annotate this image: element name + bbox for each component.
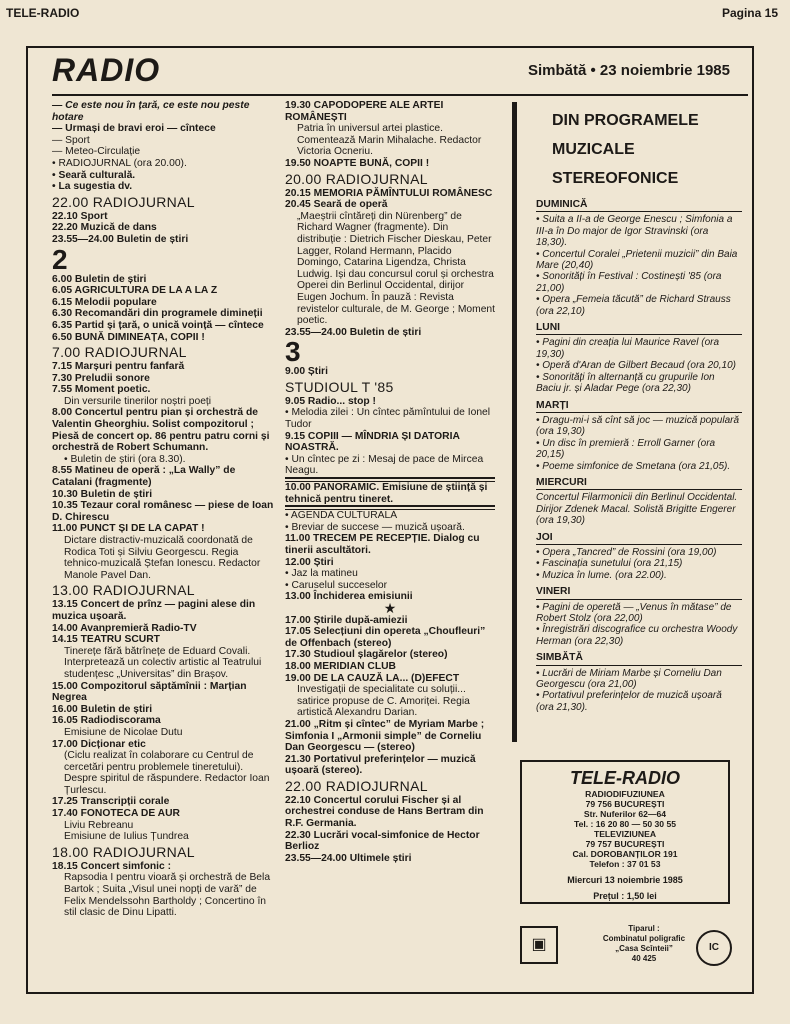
schedule-item: 22.30 Lucrări vocal-simfonice de Hector Berlioz	[285, 829, 480, 853]
schedule-item: 14.15 TEATRU SCURT	[52, 634, 160, 646]
schedule-item: • La sugestia dv.	[52, 181, 133, 193]
program-day-heading: VINERI	[536, 586, 742, 599]
schedule-item: • Caruselul succeselor	[285, 579, 388, 591]
schedule-item: — Sport	[52, 134, 90, 146]
schedule-item: 22.00 RADIOJURNAL	[285, 777, 428, 794]
program-entry: • Sonorități în Festival : Costinești '85 (ora 21,00)	[536, 271, 722, 294]
schedule-item: 17.00 Știrile după-amiezii	[285, 614, 408, 626]
schedule-column-1	[52, 100, 274, 919]
schedule-item: • Buletin de știri (ora 8.30).	[64, 453, 186, 465]
schedule-item: 10.30 Buletin de știri	[52, 488, 153, 500]
program-entry: • Pagini din creația lui Maurice Ravel (ora 19,30)	[536, 337, 720, 360]
schedule-item: 23.55—24.00 Buletin de știri	[285, 326, 422, 338]
schedule-item: 17.25 Transcripții corale	[52, 796, 170, 808]
printer-text	[574, 924, 714, 964]
schedule-item: 21.30 Portativul preferințelor — muzică ușoară (stereo).	[285, 753, 476, 777]
program-entry: Concertul Filarmonicii din Berlinul Occidental. Dirijor Zdenek Macal. Solistă Brigitte Engerer (ora 19,30)	[536, 492, 738, 527]
schedule-item: 3	[285, 336, 301, 368]
schedule-item: 16.00 Buletin de știri	[52, 703, 153, 715]
schedule-item: 14.00 Avanpremieră Radio-TV	[52, 622, 197, 634]
stereo-programs-title: DIN PROGRAMELE MUZICALE STEREOFONICE	[552, 112, 699, 187]
schedule-item: 7.15 Marșuri pentru fanfară	[52, 361, 185, 373]
schedule-item: 22.10 Sport	[52, 210, 108, 222]
program-entry: • Opera „Femeia tăcută” de Richard Strauss (ora 22,10)	[536, 294, 731, 317]
program-day-heading: DUMINICĂ	[536, 199, 742, 212]
schedule-item: 19.50 NOAPTE BUNĂ, COPII !	[285, 157, 430, 169]
schedule-item: Emisiune de Iulius Țundrea	[64, 831, 189, 843]
schedule-item: Liviu Rebreanu	[64, 819, 134, 831]
program-entry: • Concertul Coralei „Prietenii muzicii” din Baia Mare (20,40)	[536, 248, 738, 272]
schedule-item: 19.30 CAPODOPERE ALE ARTEI ROMÂNEȘTI	[285, 100, 444, 123]
schedule-item: — Meteo-Circulație	[52, 146, 141, 158]
program-entry: • Operă d'Aran de Gilbert Becaud (ora 20,10)	[536, 360, 736, 372]
printer-seal-icon: IC	[696, 930, 732, 966]
schedule-item: 15.00 Compozitorul săptămînii : Marțian Negrea	[52, 680, 247, 704]
schedule-item: Investigații de specialitate cu soluții... satirice propuse de C. Amoriței. Regia artistică Alexandru Darian.	[297, 684, 470, 719]
page-date: Simbătă • 23 noiembrie 1985	[527, 62, 730, 79]
schedule-item: — Ce este nou în țară, ce este nou peste hotare	[52, 100, 250, 123]
publisher-line: RADIODIFUZIUNEA	[585, 789, 665, 799]
schedule-item: 6.50 BUNĂ DIMINEAȚA, COPII !	[52, 331, 205, 343]
schedule-item: 17.40 FONOTECA DE AUR	[52, 808, 180, 820]
schedule-item: STUDIOUL T '85	[285, 378, 394, 395]
schedule-item: 7.30 Preludii sonore	[52, 372, 150, 384]
schedule-item: • Breviar de succese — muzică ușoară.	[285, 521, 465, 533]
header-left: TELE-RADIO	[6, 6, 80, 20]
schedule-item: 13.00 Închiderea emisiunii	[285, 591, 413, 603]
publisher-line: TELEVIZIUNEA	[593, 829, 657, 839]
program-entry: • Poeme simfonice de Smetana (ora 21,05).	[536, 460, 731, 472]
publisher-line: Telefon : 37 01 53	[589, 859, 661, 869]
schedule-item: ★	[383, 599, 397, 616]
schedule-item: Rapsodia I pentru vioară și orchestră de Bela Bartok ; Suita „Visul unei nopți de vară” de Felix Mendelssohn Bartholdy ; Concertino în stil clasic de Dinu Lipatti.	[64, 872, 271, 919]
printer-line: Combinatul poligrafic	[602, 934, 686, 943]
schedule-item: 17.00 Dicționar etic	[52, 738, 146, 750]
schedule-item: 20.15 MEMORIA PĂMÎNTULUI ROMÂNESC	[285, 187, 493, 199]
issue-date: Miercuri 13 noiembrie 1985	[567, 875, 683, 885]
schedule-item: 8.00 Concertul pentru pian și orchestră de Valentin Gheorghiu. Solist compozitorul ; Piesă de concert op. 86 pentru patru corni și orchestră de Robert Schumann.	[52, 407, 270, 454]
schedule-item: 18.15 Concert simfonic :	[52, 860, 172, 872]
schedule-item: Din versurile tinerilor noștri poeți	[64, 395, 212, 407]
schedule-item: • Melodia zilei : Un cîntec pămîntului de Ionel Tudor	[285, 407, 491, 431]
schedule-item: 12.00 Știri	[285, 556, 334, 568]
printer-info	[520, 918, 760, 978]
schedule-item: 6.35 Partid și țară, o unică voință — cîntece	[52, 319, 264, 331]
printer-line: „Casa Scînteii”	[615, 944, 673, 953]
schedule-item: „Maeștrii cîntăreți din Nürenberg” de Richard Wagner (fragmente). Din distribuție : Dietrich Fischer Dieskau, Peter Lagger, Roland Hermann, Placido Domingo, Catarina Ligendza, Christa Ludwig. Iși dau concursul corul și orchestra Operei din Berlinul Occidental, dirijor Eugen Jochum. În pauză : Revista revistelor culturale, de M. George ; Moment poetic.	[297, 210, 496, 327]
schedule-item: 9.00 Știri	[285, 366, 328, 378]
program-entry: • Muzica în lume. (ora 22.00).	[536, 569, 667, 581]
program-entry: • Înregistrări discografice cu orchestra Woody Herman (ora 22,30)	[536, 624, 738, 647]
schedule-item: • AGENDA CULTURALĂ	[285, 510, 398, 522]
schedule-item: Dictare distractiv-muzicală coordonată de Rodica Toti și Silviu Georgescu. Regia tehnico-muzicală Ștefan Ionescu. Redactor Manole Pavel Dan.	[64, 535, 261, 581]
publisher-line: Tel. : 16 20 80 — 50 30 55	[573, 819, 677, 829]
printer-line: 40 425	[631, 954, 657, 963]
program-day-heading: SIMBĂTĂ	[536, 652, 742, 665]
schedule-item: 6.05 AGRICULTURA DE LA A LA Z	[52, 285, 218, 297]
schedule-item: 22.10 Concertul corului Fischer și al orchestrei conduse de Hans Bertram din R.F. Germania.	[285, 794, 484, 830]
program-entry: • Opera „Tancred” de Rossini (ora 19,00)	[536, 546, 717, 558]
schedule-item: 6.00 Buletin de știri	[52, 273, 147, 285]
program-day-heading: MIERCURI	[536, 477, 742, 490]
schedule-item: 22.00 RADIOJURNAL	[52, 193, 195, 210]
publisher-brand: TELE-RADIO	[570, 768, 680, 788]
program-day-heading: MARȚI	[536, 400, 742, 413]
schedule-item: 22.20 Muzică de dans	[52, 222, 157, 234]
schedule-item: 7.00 RADIOJURNAL	[52, 344, 187, 361]
schedule-item: — Urmași de bravi eroi — cîntece	[52, 123, 216, 135]
publisher-line: 79 757 BUCUREȘTI	[585, 839, 665, 849]
issue-price: Prețul : 1,50 lei	[593, 891, 657, 901]
schedule-item: 20.00 RADIOJURNAL	[285, 170, 428, 187]
header-page-number: Pagina 15	[721, 6, 778, 20]
publisher-line: Str. Nuferilor 62—64	[583, 809, 667, 819]
printer-logo-icon: ▣	[520, 926, 558, 964]
schedule-item: Tinerețe fără bătrînețe de Eduard Covali. Interpretează un colectiv artistic al Teatrului studențesc „Universitas” din Brașov.	[64, 645, 262, 680]
program-entry: • Portativul preferințelor de muzică ușoară (ora 21,30).	[536, 690, 722, 713]
schedule-item: Emisiune de Nicolae Dutu	[64, 726, 183, 738]
schedule-column-2	[285, 100, 495, 864]
stereo-programs-list	[536, 194, 742, 713]
program-entry: • Un disc în premieră : Erroll Garner (ora 20,15)	[536, 437, 716, 461]
schedule-item: • RADIOJURNAL (ora 20.00).	[52, 157, 187, 169]
schedule-item: 2	[52, 243, 68, 275]
schedule-item: 6.30 Recomandări din programele dimineții	[52, 308, 263, 320]
schedule-item: • Un cîntec pe zi : Mesaj de pace de Mircea Neagu.	[285, 453, 484, 477]
panel-bar	[512, 102, 517, 742]
program-entry: • Sonorități în alternanță cu grupurile Ion Baciu jr. și Aladar Pege (ora 22,30)	[536, 371, 715, 395]
program-entry: • Fascinația sunetului (ora 21,15)	[536, 558, 683, 570]
schedule-item: 18.00 MERIDIAN CLUB	[285, 660, 396, 672]
schedule-item: 13.15 Concert de prînz — pagini alese din muzica ușoară.	[52, 599, 256, 622]
printer-line: Tiparul :	[628, 924, 660, 933]
schedule-item: • Jaz la matineu	[285, 568, 358, 580]
program-day-heading: LUNI	[536, 322, 742, 335]
program-day-heading: JOI	[536, 532, 742, 545]
schedule-item: 10.00 PANORAMIC. Emisiune de știință și tehnică pentru tineret.	[285, 482, 488, 505]
schedule-item: 11.00 TRECEM PE RECEPȚIE. Dialog cu tinerii ascultători.	[285, 533, 480, 556]
publisher-box	[520, 760, 730, 904]
schedule-item: 6.15 Melodii populare	[52, 296, 157, 308]
schedule-item: 9.15 COPIII — MÎNDRIA ȘI DATORIA NOASTRĂ.	[285, 430, 460, 454]
schedule-item: 20.45 Seară de operă	[285, 199, 388, 211]
schedule-item: 18.00 RADIOJURNAL	[52, 843, 195, 860]
schedule-item: 23.55—24.00 Ultimele știri	[285, 852, 412, 864]
schedule-item: 11.00 PUNCT ȘI DE LA CAPAT !	[52, 523, 205, 535]
program-entry: • Pagini de operetă — „Venus în mătase” de Robert Stolz (ora 22,00)	[536, 601, 732, 624]
schedule-item: 9.05 Radio... stop !	[285, 395, 376, 407]
schedule-item: • Seară culturală.	[52, 169, 136, 181]
publisher-line: 79 756 BUCUREȘTI	[585, 799, 665, 809]
stereo-programs-panel	[512, 102, 744, 742]
schedule-item: 16.05 Radiodiscorama	[52, 715, 161, 727]
program-entry: • Suita a II-a de George Enescu ; Simfonia a III-a în Do major de Igor Stravinski (ora 18,30).	[536, 214, 733, 249]
program-entry: • Dragu-mi-i să cînt să joc — muzică populară (ora 19,30)	[536, 414, 740, 438]
schedule-item: 17.05 Selecțiuni din opereta „Choufleuri” de Offenbach (stereo)	[285, 626, 486, 649]
schedule-item: 13.00 RADIOJURNAL	[52, 582, 195, 599]
page-title: RADIO	[52, 52, 161, 88]
schedule-item: 17.30 Studioul șlagărelor (stereo)	[285, 649, 448, 661]
program-entry: • Lucrări de Miriam Marbe și Corneliu Dan Georgescu (ora 21,00)	[536, 667, 722, 691]
schedule-item: 8.55 Matineu de operă : „La Wally” de Catalani (fragmente)	[52, 465, 236, 489]
publisher-address	[522, 789, 728, 869]
schedule-item: 21.00 „Ritm și cîntec” de Myriam Marbe ; Simfonia I „Armonii simple” de Corneliu Dan Georgescu — (stereo)	[285, 718, 485, 754]
schedule-item: 7.55 Moment poetic.	[52, 384, 151, 396]
schedule-item: 19.00 DE LA CAUZĂ LA... (D)EFECT	[285, 672, 460, 684]
schedule-item: 10.35 Tezaur coral românesc — piese de Ioan D. Chirescu	[52, 500, 274, 523]
publisher-line: Cal. DOROBANȚILOR 191	[572, 849, 678, 859]
title-rule	[52, 94, 748, 96]
schedule-item: Patria în universul artei plastice. Comentează Marin Mihalache. Redactor Victoria Ocneriu.	[297, 123, 482, 158]
schedule-item: 23.55—24.00 Buletin de știri	[52, 233, 189, 245]
schedule-item: (Ciclu realizat în colaborare cu Centrul de cercetări pentru problemele tineretului). Despre spiritul de răspundere. Redactor Ioan Țurlescu.	[64, 750, 270, 796]
